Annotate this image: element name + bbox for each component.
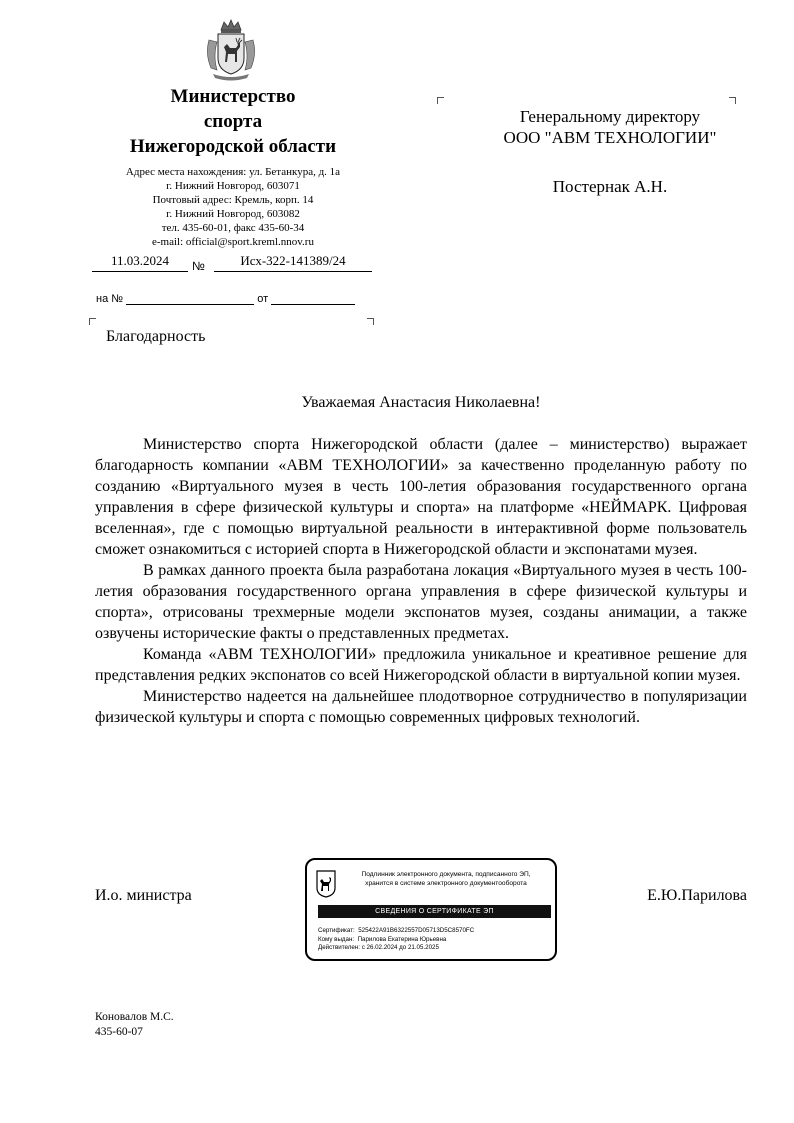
stamp-header-line: Подлинник электронного документа, подписанного ЭП, bbox=[361, 871, 531, 878]
subject-corner-mark bbox=[367, 318, 374, 325]
ministry-name-line: спорта bbox=[203, 111, 263, 132]
ministry-name-line: Министерство bbox=[170, 86, 296, 107]
recipient-block bbox=[470, 106, 750, 197]
body-paragraph: Министерство спорта Нижегородской области (далее – министерство) выражает благодарность компании «АВМ ТЕХНОЛОГИИ» за качественно проделанную работу по созданию «Виртуального музея в честь 100-летия образования государственного органа управления в сфере физической культуры и спорта» на платформе «НЕЙМАРК. Цифровая вселенная», где с помощью виртуальной реальности в интерактивной форме пользователь сможет ознакомиться с историей спорта в Нижегородской области и экспонатами музея. bbox=[95, 436, 747, 558]
body-paragraph: В рамках данного проекта была разработана локация «Виртуального музея в честь 100-летия образования государственного органа управления в сфере физической культуры и спорта», отрисованы трехмерные модели экспонатов музея, созданы анимации, а также озвучены исторические факты о представленных предметах. bbox=[95, 562, 747, 642]
recipient-corner-mark bbox=[729, 97, 736, 104]
stamp-certificate-info bbox=[318, 927, 553, 953]
registration-number: Исх-322-141389/24 bbox=[214, 253, 372, 272]
stamp-header-line: хранится в системе электронного документооборота bbox=[365, 880, 527, 887]
address-line: г. Нижний Новгород, 603082 bbox=[166, 208, 300, 220]
issued-to-value: Парилова Екатерина Юрьевна bbox=[357, 935, 447, 943]
registration-number-label: № bbox=[192, 259, 205, 273]
letter-subject: Благодарность bbox=[106, 328, 206, 345]
reply-to-field bbox=[126, 292, 254, 305]
letter-greeting: Уважаемая Анастасия Николаевна! bbox=[301, 394, 541, 411]
stamp-title-bar: СВЕДЕНИЯ О СЕРТИФИКАТЕ ЭП bbox=[318, 905, 551, 918]
address-line: Почтовый адрес: Кремль, корп. 14 bbox=[152, 194, 314, 206]
stamp-header bbox=[341, 870, 551, 888]
electronic-signature-stamp bbox=[305, 858, 557, 961]
certificate-label: Сертификат: bbox=[318, 927, 355, 934]
issued-to-label: Кому выдан: bbox=[318, 935, 355, 943]
coat-of-arms-icon bbox=[203, 18, 259, 82]
address-line: e-mail: official@sport.kreml.nnov.ru bbox=[152, 236, 314, 248]
certificate-row bbox=[318, 927, 553, 936]
certificate-value: 525422A91B6322557D05713D5C8570FC bbox=[358, 927, 475, 934]
signatory-name: Е.Ю.Парилова bbox=[647, 887, 747, 904]
signatory-position: И.о. министра bbox=[95, 887, 192, 904]
ministry-address bbox=[100, 165, 366, 249]
executor-info bbox=[95, 1010, 174, 1040]
deer-coat-of-arms-icon bbox=[316, 870, 336, 898]
ministry-name-line: Нижегородской области bbox=[129, 136, 337, 157]
ministry-name bbox=[100, 84, 366, 159]
executor-name: Коновалов М.С. bbox=[95, 1011, 174, 1023]
issued-to-row bbox=[318, 936, 553, 945]
validity-label: Действителен: bbox=[318, 944, 360, 951]
body-paragraph: Команда «АВМ ТЕХНОЛОГИИ» предложила уникальное и креативное решение для представления редких экспонатов со всей Нижегородской области в виртуальной копии музея. bbox=[95, 646, 747, 684]
reply-from-label: от bbox=[257, 293, 269, 305]
recipient-position: Генеральному директору bbox=[519, 107, 701, 126]
recipient-company: ООО "АВМ ТЕХНОЛОГИИ" bbox=[503, 128, 717, 147]
reply-to-label: на № bbox=[96, 293, 124, 305]
address-line: Адрес места нахождения: ул. Бетанкура, д. 1а bbox=[125, 166, 341, 178]
subject-corner-mark bbox=[89, 318, 96, 325]
address-line: г. Нижний Новгород, 603071 bbox=[166, 180, 300, 192]
reply-from-field bbox=[271, 292, 355, 305]
executor-phone: 435-60-07 bbox=[95, 1026, 143, 1038]
validity-value: с 26.02.2024 до 21.05.2025 bbox=[361, 944, 439, 951]
recipient-name: Постернак А.Н. bbox=[552, 177, 668, 196]
recipient-corner-mark bbox=[437, 97, 444, 104]
address-line: тел. 435-60-01, факс 435-60-34 bbox=[161, 222, 305, 234]
reply-reference-line bbox=[96, 292, 355, 305]
body-paragraph: Министерство надеется на дальнейшее плодотворное сотрудничество в популяризации физической культуры и спорта с помощью современных цифровых технологий. bbox=[95, 688, 747, 726]
registration-date: 11.03.2024 bbox=[92, 253, 188, 272]
letter-body bbox=[95, 434, 747, 728]
validity-row bbox=[318, 944, 553, 953]
